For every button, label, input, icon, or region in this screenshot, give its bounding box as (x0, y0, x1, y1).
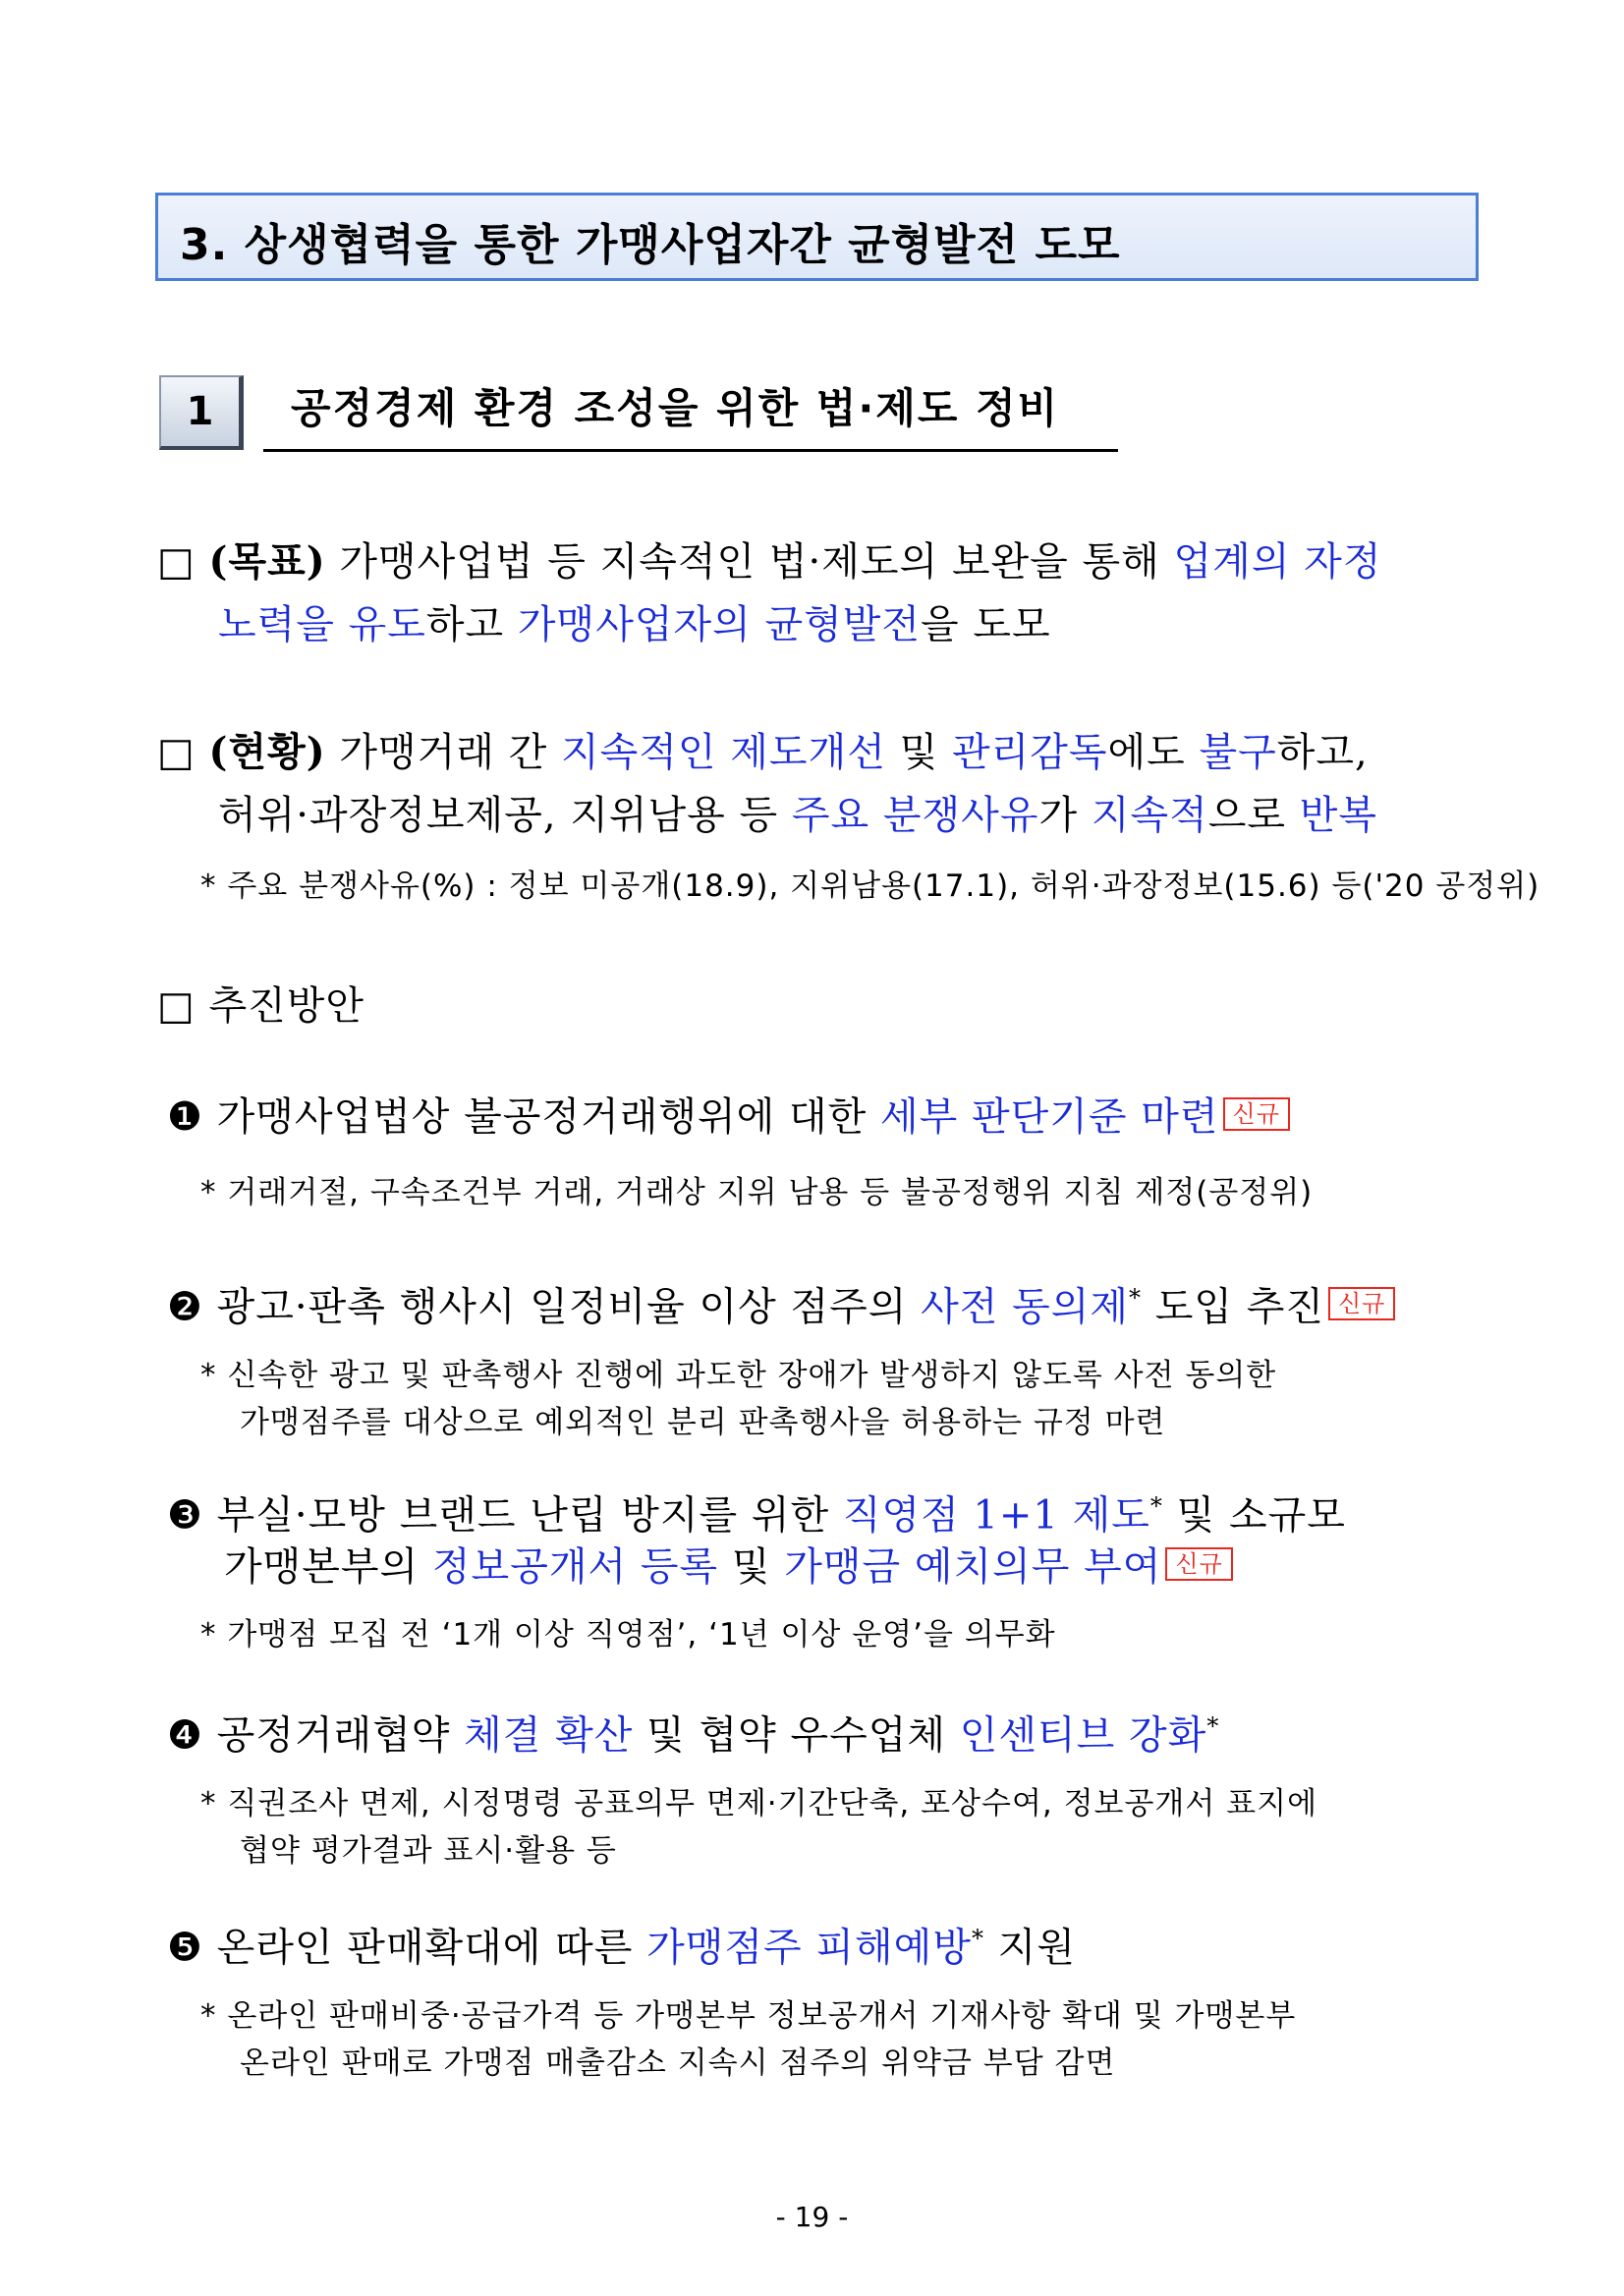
checkbox-icon: □ (157, 730, 196, 775)
checkbox-icon: □ (157, 983, 196, 1029)
status-label: (현황) (208, 729, 326, 775)
text: 허위·과장정보제공, 지위남용 등 (218, 793, 792, 838)
highlight: 체결 확산 (464, 1712, 634, 1759)
item-5 (167, 1908, 1076, 1978)
text: 하고, (1276, 730, 1369, 775)
new-badge: 신규 (1328, 1287, 1395, 1320)
item-5-note-line-2: 온라인 판매로 가맹점 매출감소 지속시 점주의 위약금 부담 감면 (240, 2045, 1116, 2081)
highlight: 관리감독 (951, 730, 1108, 775)
plan-heading (157, 975, 364, 1037)
highlight: 직영점 1+1 제도 (842, 1492, 1150, 1539)
highlight: 지속적 (1091, 793, 1208, 838)
new-badge: 신규 (1223, 1097, 1290, 1131)
footnote-mark: * (1149, 1492, 1163, 1520)
text: 및 (718, 1544, 785, 1590)
text: 온라인 판매확대에 따른 (202, 1925, 647, 1971)
text: 및 소규모 (1162, 1492, 1346, 1539)
item-3-line-1 (167, 1476, 1346, 1545)
item-3-line-2 (224, 1537, 1233, 1597)
item-5-note-line-1: * 온라인 판매비중·공급가격 등 가맹본부 정보공개서 기재사항 확대 및 가맹본부 (200, 1998, 1297, 2034)
highlight: 노력을 유도 (218, 602, 426, 647)
status-line-1 (157, 721, 1369, 784)
text: 가맹사업법 등 지속적인 법·제도의 보완을 통해 (325, 539, 1174, 585)
status-line-2 (218, 784, 1377, 847)
text: 광고·판촉 행사시 일정비율 이상 점주의 (202, 1284, 922, 1330)
text: 부실·모방 브랜드 난립 방지를 위한 (202, 1492, 843, 1539)
text: 을 도모 (921, 602, 1051, 647)
text: 으로 (1207, 793, 1300, 838)
item-2 (167, 1267, 1395, 1337)
highlight: 업계의 자정 (1173, 539, 1382, 585)
number-3-icon: ❸ (167, 1492, 203, 1539)
text: 하고 (425, 602, 518, 647)
number-2-icon: ❷ (167, 1284, 203, 1330)
text: 도입 추진 (1142, 1284, 1325, 1330)
highlight: 지속적인 제도개선 (561, 730, 886, 775)
plan-label: 추진방안 (208, 983, 365, 1029)
goal-line-1 (157, 531, 1381, 593)
number-1-icon: ❶ (167, 1094, 203, 1140)
highlight: 불구 (1199, 730, 1277, 775)
text: 및 협약 우수업체 (633, 1712, 960, 1759)
number-5-icon: ❺ (167, 1925, 203, 1971)
highlight: 주요 분쟁사유 (791, 793, 1039, 838)
goal-label: (목표) (208, 538, 326, 585)
subsection-underline (263, 449, 1118, 452)
text: 가맹거래 간 (325, 730, 562, 775)
new-badge: 신규 (1165, 1547, 1232, 1581)
footnote-mark: * (1206, 1712, 1220, 1740)
item-4-note-line-2: 협약 평가결과 표시·활용 등 (240, 1833, 617, 1869)
item-1-note: * 거래거절, 구속조건부 거래, 거래상 지위 남용 등 불공정행위 지침 제정(공정위) (200, 1175, 1314, 1210)
goal-line-2 (218, 593, 1051, 656)
item-4-note-line-1: * 직권조사 면제, 시정명령 공표의무 면제·기간단축, 포상수여, 정보공개서 표지에 (200, 1786, 1318, 1821)
footnote-mark: * (971, 1925, 984, 1952)
item-4 (167, 1696, 1219, 1765)
text: 가맹사업법상 불공정거래행위에 대한 (202, 1094, 880, 1140)
text: 가 (1038, 793, 1092, 838)
page-number: - 19 - (775, 2201, 849, 2233)
text: 가맹본부의 (224, 1544, 432, 1590)
text: 에도 (1107, 730, 1200, 775)
highlight: 사전 동의제 (921, 1284, 1130, 1330)
subsection-title: 공정경제 환경 조성을 위한 법·제도 정비 (291, 384, 1060, 432)
subsection-number: 1 (159, 375, 244, 450)
status-footnote: * 주요 분쟁사유(%) : 정보 미공개(18.9), 지위남용(17.1), 허위·과장정보(15.6) 등('20 공정위) (200, 868, 1540, 904)
section-header (155, 193, 1479, 281)
text: 및 (885, 730, 952, 775)
highlight: 가맹사업자의 균형발전 (517, 602, 922, 647)
highlight: 가맹금 예치의무 부여 (784, 1544, 1162, 1590)
highlight: 정보공개서 등록 (431, 1544, 719, 1590)
highlight: 반복 (1299, 793, 1378, 838)
item-2-note-line-1: * 신속한 광고 및 판촉행사 진행에 과도한 장애가 발생하지 않도록 사전 동의한 (200, 1358, 1277, 1393)
highlight: 세부 판단기준 마련 (879, 1094, 1219, 1140)
number-4-icon: ❹ (167, 1712, 203, 1759)
section-title: 3. 상생협력을 통한 가맹사업자간 균형발전 도모 (180, 220, 1121, 270)
item-3-note: * 가맹점 모집 전 ‘1개 이상 직영점’, ‘1년 이상 운영’을 의무화 (200, 1617, 1056, 1652)
footnote-mark: * (1129, 1284, 1143, 1312)
item-1 (167, 1087, 1290, 1148)
checkbox-icon: □ (157, 539, 196, 585)
text: 공정거래협약 (202, 1712, 465, 1759)
text: 지원 (983, 1925, 1076, 1971)
highlight: 인센티브 강화 (959, 1712, 1207, 1759)
item-2-note-line-2: 가맹점주를 대상으로 예외적인 분리 판촉행사을 허용하는 규정 마련 (240, 1405, 1166, 1440)
highlight: 가맹점주 피해예방 (646, 1925, 972, 1971)
